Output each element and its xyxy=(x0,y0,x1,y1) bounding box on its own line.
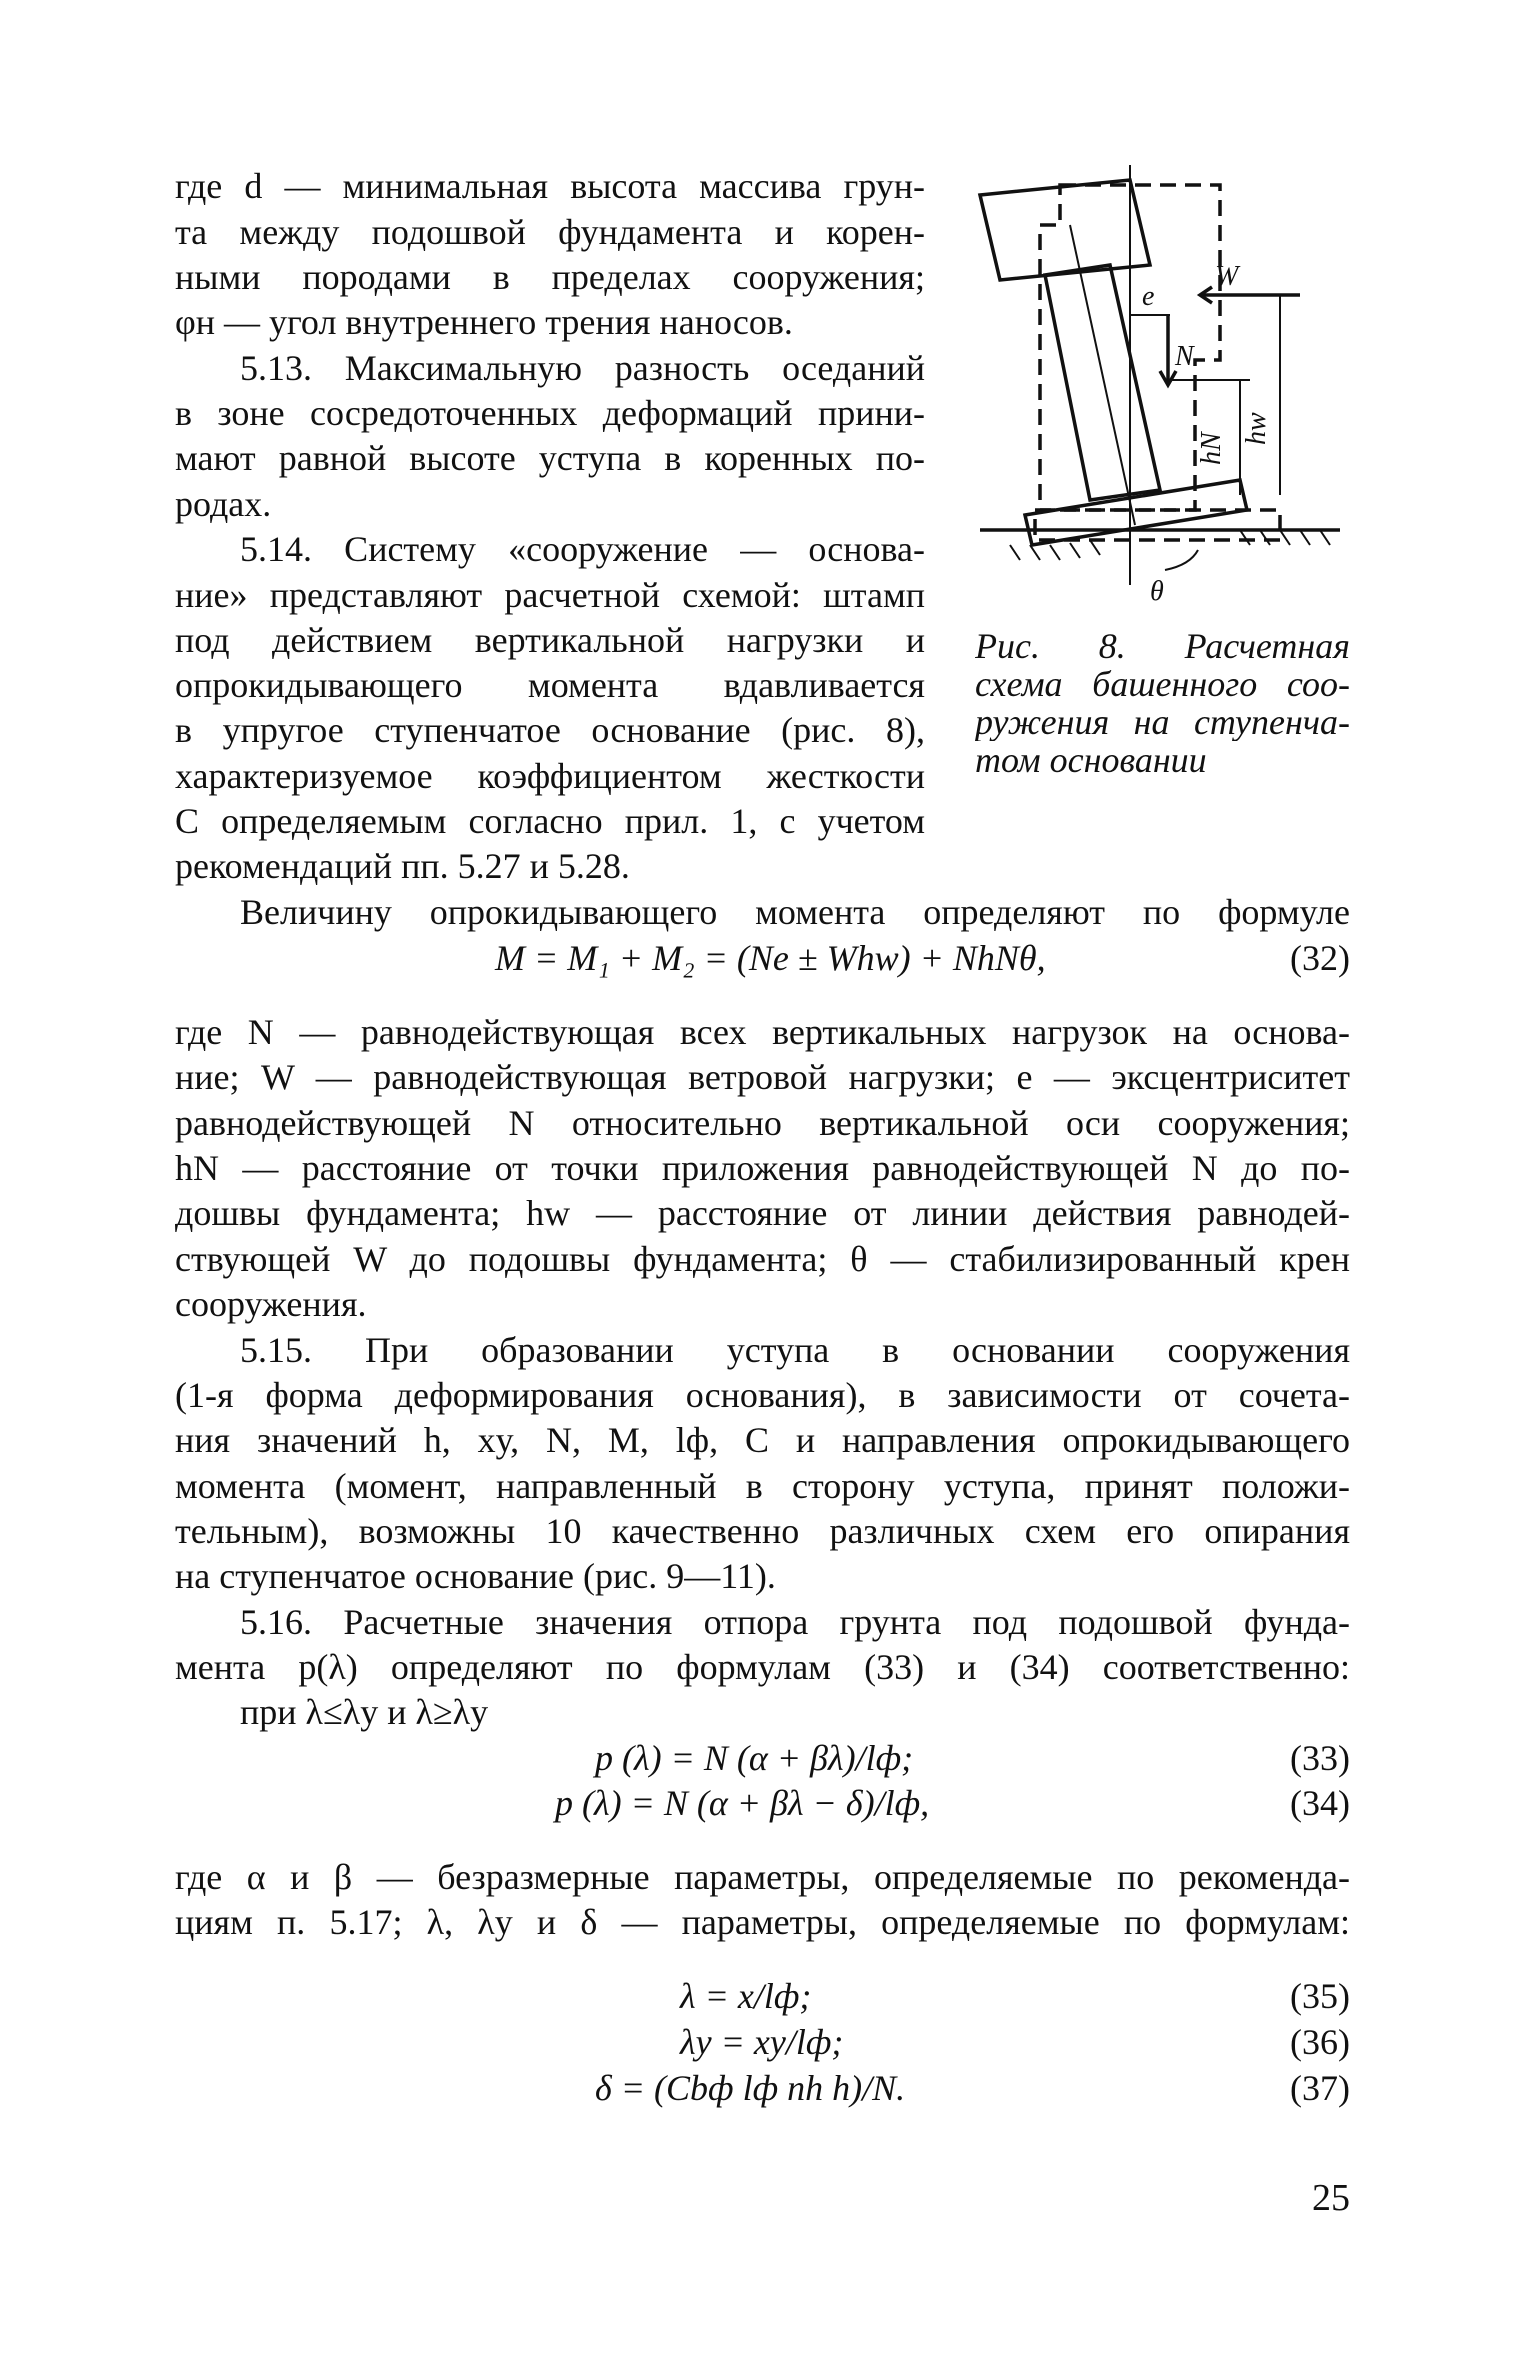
equation-number: (36) xyxy=(1290,2022,1350,2062)
label-w: W xyxy=(1215,261,1239,292)
equation-number: (34) xyxy=(1290,1783,1350,1823)
text-line: ными породами в пределах сооружения; xyxy=(175,257,925,297)
figure-8-diagram xyxy=(950,165,1350,625)
text-line: φн — угол внутреннего трения наносов. xyxy=(175,302,793,342)
text-line: ние; W — равнодействующая ветровой нагрузки; e — эксцентриситет xyxy=(175,1057,1350,1097)
text-line: C определяемым согласно прил. 1, с учетом xyxy=(175,801,925,841)
figure-caption-line: том основании xyxy=(975,741,1207,779)
text-line: 5.14. Систему «сооружение — основа- xyxy=(240,529,925,569)
text-line: где α и β — безразмерные параметры, определяемые по рекоменда- xyxy=(175,1857,1350,1897)
figure-caption-line: ружения на ступенча- xyxy=(975,703,1350,741)
text-line: в зоне сосредоточенных деформаций прини- xyxy=(175,393,925,433)
label-n: N xyxy=(1175,341,1194,372)
label-hw: hw xyxy=(1241,412,1272,445)
text-line: родах. xyxy=(175,484,272,524)
text-line: где N — равнодействующая всех вертикальных нагрузок на основа- xyxy=(175,1012,1350,1052)
equation-number: (37) xyxy=(1290,2068,1350,2108)
page-number: 25 xyxy=(1312,2177,1350,2219)
text-line: мента p(λ) определяют по формулам (33) и (34) соответственно: xyxy=(175,1647,1350,1687)
text-line: в упругое ступенчатое основание (рис. 8), xyxy=(175,710,925,750)
text-line: рекомендаций пп. 5.27 и 5.28. xyxy=(175,846,630,886)
equation: λ = x/lф; xyxy=(680,1976,812,2016)
text-line: под действием вертикальной нагрузки и xyxy=(175,620,925,660)
text-line: характеризуемое коэффициентом жесткости xyxy=(175,756,925,796)
text-line: ния значений h, xу, N, M, lф, C и направления опрокидывающего xyxy=(175,1420,1350,1460)
label-theta: θ xyxy=(1150,576,1164,607)
equation-number: (32) xyxy=(1290,938,1350,978)
equation: δ = (Cbф lф nh h)/N. xyxy=(595,2068,906,2108)
equation-number: (33) xyxy=(1290,1738,1350,1778)
text-line: ние» представляют расчетной схемой: штамп xyxy=(175,575,925,615)
text-line: дошвы фундамента; hw — расстояние от линии действия равнодей- xyxy=(175,1193,1350,1233)
text-line: (1-я форма деформирования основания), в зависимости от сочета- xyxy=(175,1375,1350,1415)
text-line: 5.13. Максимальную разность оседаний xyxy=(240,348,925,388)
text-line: равнодействующей N относительно вертикальной оси сооружения; xyxy=(175,1103,1350,1143)
equation-number: (35) xyxy=(1290,1976,1350,2016)
text-line: Величину опрокидывающего момента определяют по формуле xyxy=(240,892,1350,932)
equation: p (λ) = N (α + βλ)/lф; xyxy=(595,1738,914,1778)
text-line: на ступенчатое основание (рис. 9—11). xyxy=(175,1556,776,1596)
figure-caption-line: Рис. 8. Расчетная xyxy=(975,627,1350,665)
label-e: e xyxy=(1142,281,1155,312)
text-line: опрокидывающего момента вдавливается xyxy=(175,665,925,705)
text-line: та между подошвой фундамента и корен- xyxy=(175,212,925,252)
text-line: момента (момент, направленный в сторону уступа, принят положи- xyxy=(175,1466,1350,1506)
equation: M = M₁ + M₂ = (Ne ± Whw) + NhNθ, xyxy=(495,938,1046,978)
label-hn: hN xyxy=(1196,432,1227,465)
text-line: 5.16. Расчетные значения отпора грунта под подошвой фунда- xyxy=(240,1602,1350,1642)
text-line: циям п. 5.17; λ, λу и δ — параметры, определяемые по формулам: xyxy=(175,1902,1350,1942)
text-line: мают равной высоте уступа в коренных по- xyxy=(175,438,925,478)
text-line: при λ≤λу и λ≥λу xyxy=(240,1692,489,1732)
text-line: hN — расстояние от точки приложения равнодействующей N до по- xyxy=(175,1148,1350,1188)
text-line: 5.15. При образовании уступа в основании сооружения xyxy=(240,1330,1350,1370)
text-line: тельным), возможны 10 качественно различных схем его опирания xyxy=(175,1511,1350,1551)
figure-caption-line: схема башенного соо- xyxy=(975,665,1350,703)
text-line: где d — минимальная высота массива грун- xyxy=(175,166,925,206)
equation: λу = xу/lф; xyxy=(680,2022,844,2062)
text-line: сооружения. xyxy=(175,1284,367,1324)
equation: p (λ) = N (α + βλ − δ)/lф, xyxy=(555,1783,930,1823)
text-line: ствующей W до подошвы фундамента; θ — стабилизированный крен xyxy=(175,1239,1350,1279)
